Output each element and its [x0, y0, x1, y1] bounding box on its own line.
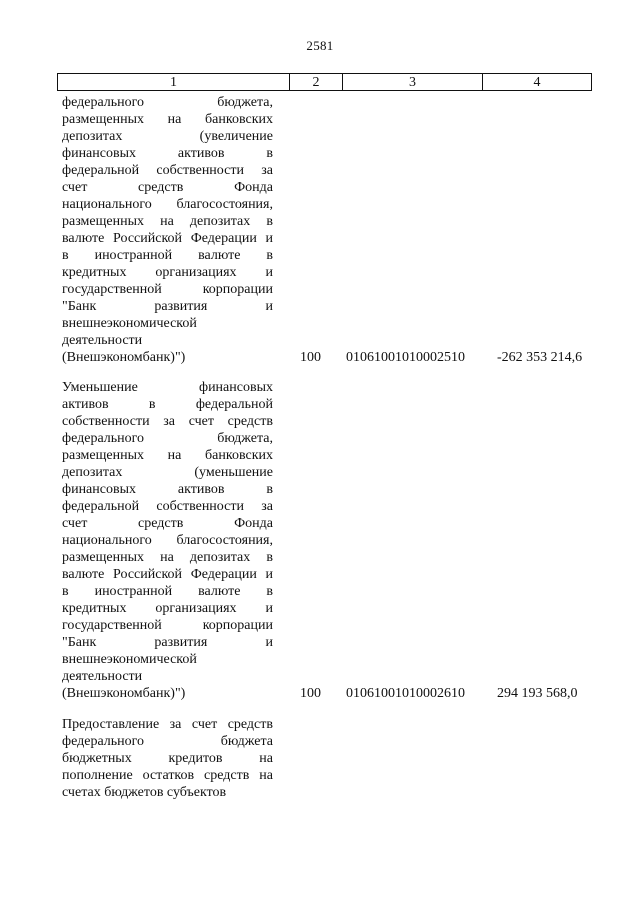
description-line: валюте Российской Федерации и — [62, 567, 273, 582]
header-col-3: 3 — [409, 75, 416, 90]
description-line: государственной корпорации — [62, 282, 273, 297]
description-line: размещенных на банковских — [62, 112, 273, 127]
description-line: финансовых активов в — [62, 146, 273, 161]
description-line: счет средств Фонда — [62, 180, 273, 195]
description-line: национального благосостояния, — [62, 197, 273, 212]
description-line: государственной корпорации — [62, 618, 273, 633]
description-line: финансовых активов в — [62, 482, 273, 497]
description-line: валюте Российской Федерации и — [62, 231, 273, 246]
description-line: внешнеэкономической — [62, 652, 197, 667]
description-line: Предоставление за счет средств — [62, 717, 273, 732]
row-description — [62, 379, 273, 702]
description-line: кредитных организациях и — [62, 601, 273, 616]
header-col-1: 1 — [170, 75, 177, 90]
header-col-4: 4 — [533, 75, 541, 90]
description-line: деятельности — [62, 669, 143, 684]
description-line: федеральной собственности за — [62, 499, 273, 514]
description-line: деятельности — [62, 333, 143, 348]
description-line: депозитах (уменьшение — [62, 465, 273, 480]
table-header — [57, 73, 592, 91]
description-line: бюджетных кредитов на — [62, 751, 273, 766]
description-line: пополнение остатков средств на — [62, 768, 273, 783]
description-line: в иностранной валюте в — [62, 248, 273, 263]
description-line: внешнеэкономической — [62, 316, 197, 331]
row-description — [62, 94, 273, 366]
description-line: размещенных на депозитах в — [62, 214, 273, 229]
row-code-3: 01061001010002610 — [346, 686, 465, 701]
description-line: (Внешэкономбанк)") — [62, 350, 186, 365]
page-number: 2581 — [306, 38, 334, 53]
description-line: размещенных на банковских — [62, 448, 273, 463]
description-line: федерального бюджета — [62, 734, 273, 749]
row-code-2: 100 — [300, 686, 321, 701]
description-line: счетах бюджетов субъектов — [62, 785, 227, 800]
description-line: (Внешэкономбанк)") — [62, 686, 186, 701]
row-description — [62, 716, 273, 801]
description-line: "Банк развития и — [62, 635, 273, 650]
description-line: в иностранной валюте в — [62, 584, 273, 599]
description-line: размещенных на депозитах в — [62, 550, 273, 565]
description-line: федерального бюджета, — [62, 95, 273, 110]
row-amount: -262 353 214,6 — [497, 350, 583, 365]
description-line: федерального бюджета, — [62, 431, 273, 446]
description-line: счет средств Фонда — [62, 516, 273, 531]
header-col-2: 2 — [312, 75, 320, 90]
description-line: федеральной собственности за — [62, 163, 273, 178]
row-code-3: 01061001010002510 — [346, 350, 465, 365]
description-line: активов в федеральной — [62, 397, 273, 412]
description-line: Уменьшение финансовых — [62, 380, 273, 395]
description-line: "Банк развития и — [62, 299, 273, 314]
row-amount: 294 193 568,0 — [497, 686, 578, 701]
description-line: депозитах (увеличение — [62, 129, 273, 144]
description-line: собственности за счет средств — [62, 414, 273, 429]
description-line: кредитных организациях и — [62, 265, 273, 280]
description-line: национального благосостояния, — [62, 533, 273, 548]
row-code-2: 100 — [300, 350, 321, 365]
